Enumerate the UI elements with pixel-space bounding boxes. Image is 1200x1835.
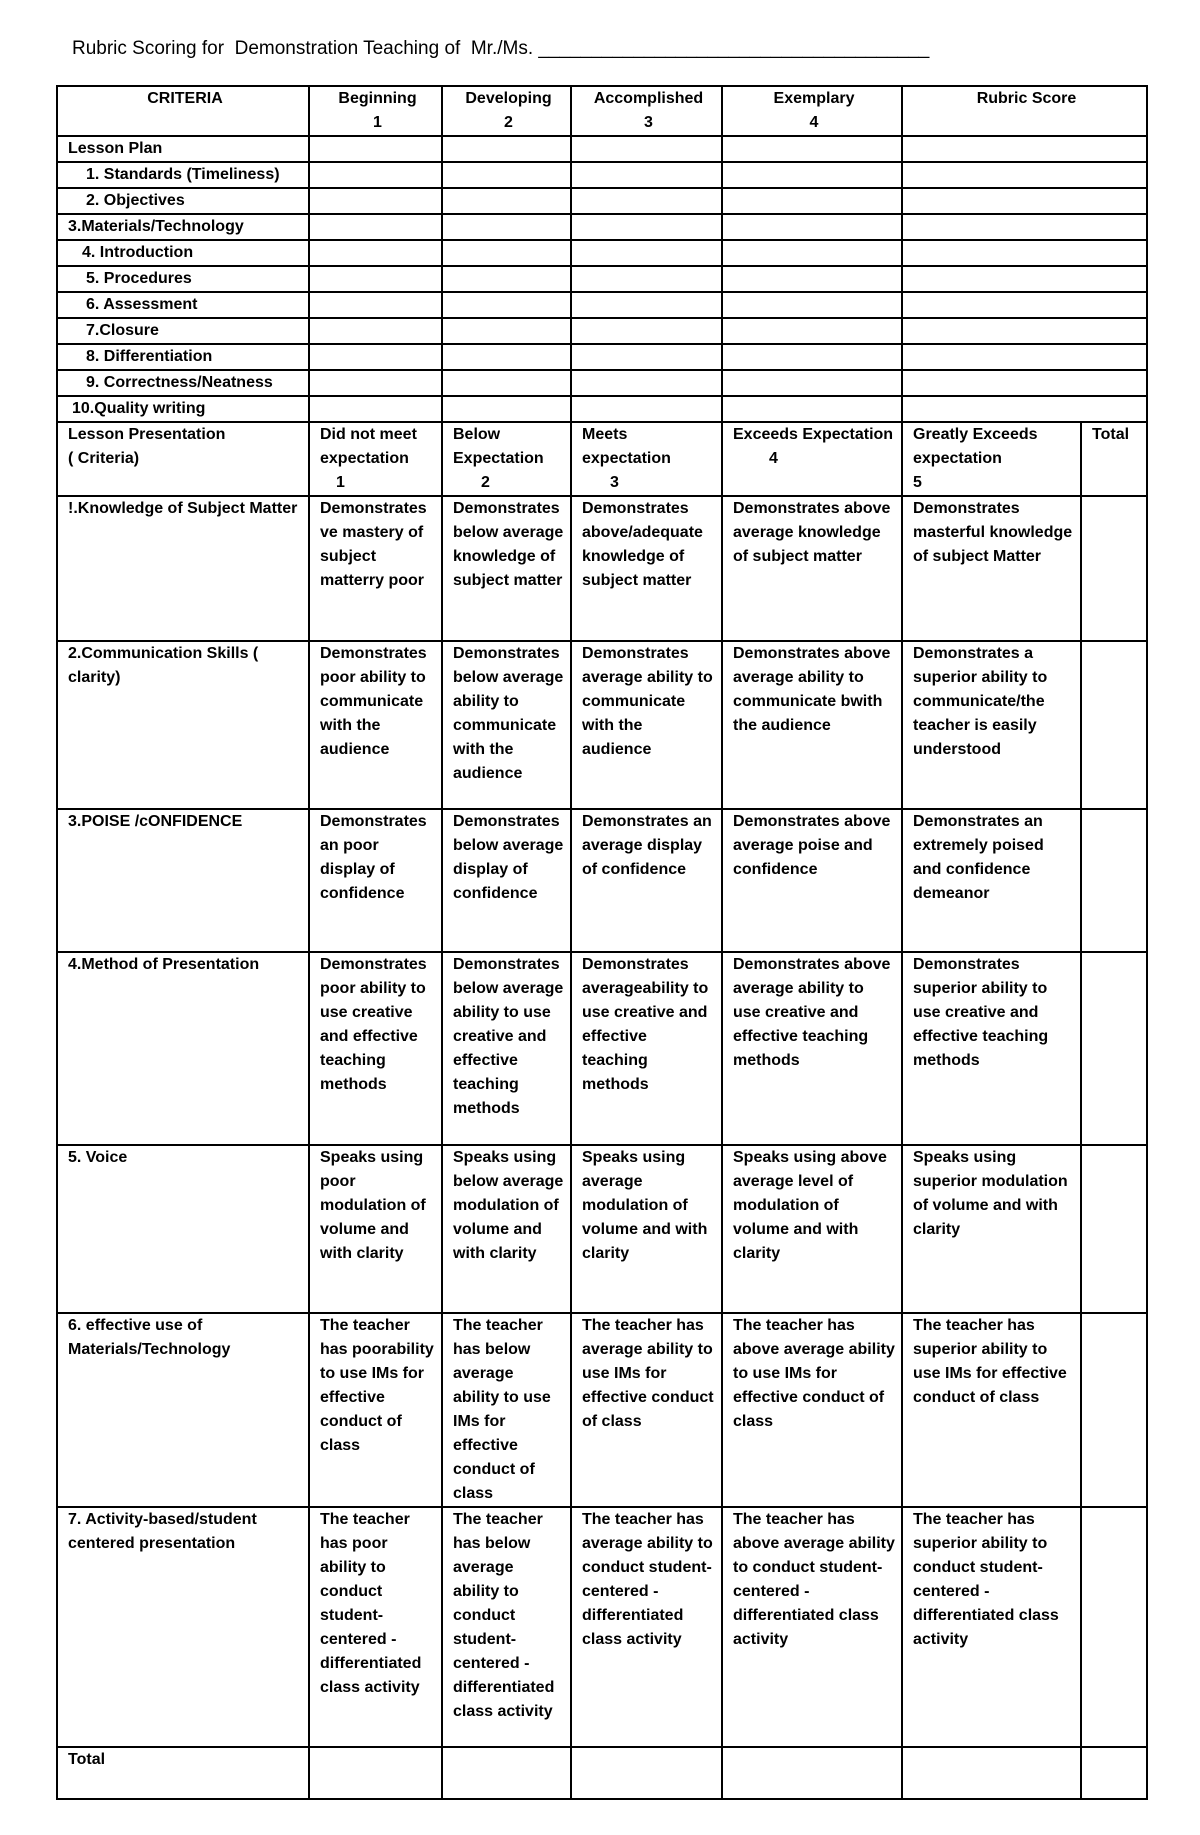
criterion-label: 4.Method of Presentation bbox=[57, 952, 309, 1145]
descriptor-cell: Demonstrates below average display of confidence bbox=[442, 809, 571, 952]
presentation-level-header-4 bbox=[722, 422, 902, 496]
score-cell[interactable] bbox=[722, 162, 902, 188]
lesson-plan-item: 10.Quality writing bbox=[57, 396, 309, 422]
level-label: Meets expectation bbox=[582, 426, 671, 467]
presentation-row bbox=[57, 809, 1147, 952]
score-cell[interactable] bbox=[571, 344, 722, 370]
score-cell[interactable] bbox=[902, 396, 1147, 422]
score-cell[interactable] bbox=[722, 214, 902, 240]
descriptor-cell: Speaks using superior modulation of volume and with clarity bbox=[902, 1145, 1081, 1313]
level-number: 3 bbox=[644, 114, 653, 131]
descriptor-cell: Demonstrates masterful knowledge of subject Matter bbox=[902, 496, 1081, 641]
score-cell[interactable] bbox=[571, 162, 722, 188]
level-header-1 bbox=[309, 86, 442, 136]
descriptor-cell: Demonstrates averageability to use creative and effective teaching methods bbox=[571, 952, 722, 1145]
score-cell[interactable] bbox=[309, 240, 442, 266]
lesson-plan-row bbox=[57, 162, 1147, 188]
descriptor-cell: The teacher has below average ability to conduct student-centered -differentiated class activity bbox=[442, 1507, 571, 1747]
level-number: 4 bbox=[769, 450, 778, 467]
score-cell[interactable] bbox=[309, 396, 442, 422]
score-cell[interactable] bbox=[571, 292, 722, 318]
lesson-plan-item: 8. Differentiation bbox=[57, 344, 309, 370]
presentation-row bbox=[57, 1507, 1147, 1747]
criterion-label: 7. Activity-based/student centered presentation bbox=[57, 1507, 309, 1747]
total-cell[interactable] bbox=[442, 1747, 571, 1799]
total-cell[interactable] bbox=[1081, 641, 1147, 809]
score-cell[interactable] bbox=[722, 136, 902, 162]
descriptor-cell: Demonstrates above average ability to communicate bwith the audience bbox=[722, 641, 902, 809]
total-cell[interactable] bbox=[1081, 1747, 1147, 1799]
score-cell[interactable] bbox=[902, 344, 1147, 370]
descriptor-cell: Demonstrates above average poise and confidence bbox=[722, 809, 902, 952]
descriptor-cell: Speaks using poor modulation of volume and with clarity bbox=[309, 1145, 442, 1313]
score-cell[interactable] bbox=[442, 370, 571, 396]
lesson-plan-heading: Lesson Plan bbox=[57, 136, 309, 162]
score-cell[interactable] bbox=[442, 292, 571, 318]
score-cell[interactable] bbox=[722, 188, 902, 214]
score-cell[interactable] bbox=[442, 318, 571, 344]
lesson-plan-row bbox=[57, 344, 1147, 370]
score-cell[interactable] bbox=[309, 344, 442, 370]
criteria-header: CRITERIA bbox=[57, 86, 309, 136]
level-number: 1 bbox=[336, 474, 345, 491]
score-cell[interactable] bbox=[722, 318, 902, 344]
lesson-plan-item: 7.Closure bbox=[57, 318, 309, 344]
score-cell[interactable] bbox=[902, 136, 1147, 162]
descriptor-cell: The teacher has above average ability to use IMs for effective conduct of class bbox=[722, 1313, 902, 1507]
lesson-plan-row bbox=[57, 370, 1147, 396]
presentation-row bbox=[57, 1145, 1147, 1313]
score-cell[interactable] bbox=[571, 136, 722, 162]
total-cell[interactable] bbox=[1081, 1145, 1147, 1313]
total-label: Total bbox=[57, 1747, 309, 1799]
level-label: Exemplary bbox=[773, 90, 855, 107]
total-cell[interactable] bbox=[1081, 1507, 1147, 1747]
criterion-label: 6. effective use of Materials/Technology bbox=[57, 1313, 309, 1507]
descriptor-cell: The teacher has above average ability to conduct student-centered -differentiated class activity bbox=[722, 1507, 902, 1747]
score-cell[interactable] bbox=[902, 162, 1147, 188]
score-cell[interactable] bbox=[442, 266, 571, 292]
level-label: Exceeds Expectation bbox=[733, 426, 894, 443]
criterion-label: !.Knowledge of Subject Matter bbox=[57, 496, 309, 641]
presentation-level-header-2 bbox=[442, 422, 571, 496]
score-cell[interactable] bbox=[309, 162, 442, 188]
level-header-4 bbox=[722, 86, 902, 136]
total-cell[interactable] bbox=[1081, 496, 1147, 641]
descriptor-cell: Demonstrates above average knowledge of subject matter bbox=[722, 496, 902, 641]
score-cell[interactable] bbox=[309, 370, 442, 396]
presentation-criteria-subtitle: ( Criteria) bbox=[68, 450, 140, 467]
score-cell[interactable] bbox=[442, 162, 571, 188]
presentation-criteria-title: Lesson Presentation bbox=[68, 426, 226, 443]
score-cell[interactable] bbox=[442, 344, 571, 370]
descriptor-cell: The teacher has below average ability to use IMs for effective conduct of class bbox=[442, 1313, 571, 1507]
level-number: 1 bbox=[373, 114, 382, 131]
score-cell[interactable] bbox=[571, 370, 722, 396]
score-cell[interactable] bbox=[442, 396, 571, 422]
header-row bbox=[57, 86, 1147, 136]
total-cell[interactable] bbox=[722, 1747, 902, 1799]
score-cell[interactable] bbox=[309, 214, 442, 240]
score-cell[interactable] bbox=[571, 188, 722, 214]
score-cell[interactable] bbox=[722, 344, 902, 370]
presentation-level-header-1 bbox=[309, 422, 442, 496]
score-cell[interactable] bbox=[902, 292, 1147, 318]
total-cell[interactable] bbox=[1081, 809, 1147, 952]
descriptor-cell: The teacher has superior ability to use IMs for effective conduct of class bbox=[902, 1313, 1081, 1507]
descriptor-cell: Demonstrates an poor display of confidence bbox=[309, 809, 442, 952]
criterion-label: 5. Voice bbox=[57, 1145, 309, 1313]
score-cell[interactable] bbox=[902, 214, 1147, 240]
lesson-plan-item: 9. Correctness/Neatness bbox=[57, 370, 309, 396]
presentation-row bbox=[57, 496, 1147, 641]
score-cell[interactable] bbox=[722, 240, 902, 266]
presentation-header-row bbox=[57, 422, 1147, 496]
score-cell[interactable] bbox=[442, 240, 571, 266]
level-label: Below Expectation bbox=[453, 426, 544, 467]
rubric-score-header: Rubric Score bbox=[902, 86, 1147, 136]
rubric-table bbox=[56, 85, 1148, 1800]
descriptor-cell: The teacher has poor ability to conduct student-centered -differentiated class activity bbox=[309, 1507, 442, 1747]
descriptor-cell: Demonstrates below average knowledge of subject matter bbox=[442, 496, 571, 641]
level-header-3 bbox=[571, 86, 722, 136]
criterion-label: 3.POISE /cONFIDENCE bbox=[57, 809, 309, 952]
score-cell[interactable] bbox=[309, 318, 442, 344]
lesson-plan-row bbox=[57, 318, 1147, 344]
level-label: Beginning bbox=[338, 90, 417, 107]
level-label: Developing bbox=[465, 90, 552, 107]
descriptor-cell: Demonstrates superior ability to use creative and effective teaching methods bbox=[902, 952, 1081, 1145]
level-label: Greatly Exceeds expectation bbox=[913, 426, 1038, 467]
descriptor-cell: Demonstrates average ability to communicate with the audience bbox=[571, 641, 722, 809]
presentation-level-header-3 bbox=[571, 422, 722, 496]
page-title: Rubric Scoring for Demonstration Teaching of Mr./Ms. _____________________________________ bbox=[72, 38, 930, 59]
level-label: Accomplished bbox=[593, 90, 704, 107]
level-header-2 bbox=[442, 86, 571, 136]
descriptor-cell: Demonstrates a superior ability to communicate/the teacher is easily understood bbox=[902, 641, 1081, 809]
total-row bbox=[57, 1747, 1147, 1799]
lesson-plan-heading-row bbox=[57, 136, 1147, 162]
total-cell[interactable] bbox=[309, 1747, 442, 1799]
descriptor-cell: Demonstrates an extremely poised and confidence demeanor bbox=[902, 809, 1081, 952]
lesson-plan-item: 6. Assessment bbox=[57, 292, 309, 318]
lesson-plan-row bbox=[57, 266, 1147, 292]
lesson-plan-row bbox=[57, 292, 1147, 318]
descriptor-cell: Demonstrates poor ability to communicate with the audience bbox=[309, 641, 442, 809]
total-cell[interactable] bbox=[902, 1747, 1081, 1799]
presentation-level-header-5 bbox=[902, 422, 1081, 496]
score-cell[interactable] bbox=[722, 292, 902, 318]
score-cell[interactable] bbox=[722, 396, 902, 422]
score-cell[interactable] bbox=[571, 396, 722, 422]
score-cell[interactable] bbox=[309, 188, 442, 214]
score-cell[interactable] bbox=[571, 266, 722, 292]
total-header: Total bbox=[1081, 422, 1147, 496]
level-number: 2 bbox=[481, 474, 490, 491]
level-number: 2 bbox=[504, 114, 513, 131]
level-number: 4 bbox=[809, 114, 819, 131]
score-cell[interactable] bbox=[309, 266, 442, 292]
total-cell[interactable] bbox=[1081, 952, 1147, 1145]
score-cell[interactable] bbox=[571, 240, 722, 266]
descriptor-cell: Demonstrates above average ability to use creative and effective teaching methods bbox=[722, 952, 902, 1145]
presentation-row bbox=[57, 641, 1147, 809]
lesson-plan-row bbox=[57, 240, 1147, 266]
score-cell[interactable] bbox=[902, 266, 1147, 292]
lesson-plan-row bbox=[57, 214, 1147, 240]
criterion-label: 2.Communication Skills ( clarity) bbox=[57, 641, 309, 809]
lesson-plan-item: 2. Objectives bbox=[57, 188, 309, 214]
descriptor-cell: The teacher has superior ability to conduct student-centered -differentiated class activity bbox=[902, 1507, 1081, 1747]
descriptor-cell: Demonstratesve mastery of subject matterry poor bbox=[309, 496, 442, 641]
descriptor-cell: The teacher has average ability to conduct student-centered -differentiated class activity bbox=[571, 1507, 722, 1747]
presentation-row bbox=[57, 1313, 1147, 1507]
descriptor-cell: The teacher has average ability to use IMs for effective conduct of class bbox=[571, 1313, 722, 1507]
descriptor-cell: Demonstrates poor ability to use creative and effective teaching methods bbox=[309, 952, 442, 1145]
total-cell[interactable] bbox=[1081, 1313, 1147, 1507]
lesson-plan-item: 5. Procedures bbox=[57, 266, 309, 292]
presentation-criteria-header bbox=[57, 422, 309, 496]
lesson-plan-item: 3.Materials/Technology bbox=[57, 214, 309, 240]
score-cell[interactable] bbox=[902, 188, 1147, 214]
score-cell[interactable] bbox=[309, 292, 442, 318]
score-cell[interactable] bbox=[309, 136, 442, 162]
descriptor-cell: Speaks using below average modulation of volume and with clarity bbox=[442, 1145, 571, 1313]
lesson-plan-row bbox=[57, 188, 1147, 214]
lesson-plan-item: 1. Standards (Timeliness) bbox=[57, 162, 309, 188]
descriptor-cell: Demonstrates an average display of confidence bbox=[571, 809, 722, 952]
descriptor-cell: Speaks using above average level of modulation of volume and with clarity bbox=[722, 1145, 902, 1313]
score-cell[interactable] bbox=[442, 188, 571, 214]
score-cell[interactable] bbox=[902, 370, 1147, 396]
score-cell[interactable] bbox=[722, 370, 902, 396]
level-number: 3 bbox=[610, 474, 619, 491]
descriptor-cell: Demonstrates above/adequate knowledge of subject matter bbox=[571, 496, 722, 641]
score-cell[interactable] bbox=[722, 266, 902, 292]
total-cell[interactable] bbox=[571, 1747, 722, 1799]
descriptor-cell: Demonstrates below average ability to use creative and effective teaching methods bbox=[442, 952, 571, 1145]
score-cell[interactable] bbox=[902, 240, 1147, 266]
descriptor-cell: The teacher has poorability to use IMs for effective conduct of class bbox=[309, 1313, 442, 1507]
score-cell[interactable] bbox=[571, 318, 722, 344]
level-number: 5 bbox=[913, 474, 922, 491]
descriptor-cell: Demonstrates below average ability to communicate with the audience bbox=[442, 641, 571, 809]
level-label: Did not meet expectation bbox=[320, 426, 417, 467]
descriptor-cell: Speaks using average modulation of volume and with clarity bbox=[571, 1145, 722, 1313]
presentation-row bbox=[57, 952, 1147, 1145]
lesson-plan-row bbox=[57, 396, 1147, 422]
lesson-plan-item: 4. Introduction bbox=[57, 240, 309, 266]
score-cell[interactable] bbox=[902, 318, 1147, 344]
score-cell[interactable] bbox=[442, 136, 571, 162]
score-cell[interactable] bbox=[571, 214, 722, 240]
score-cell[interactable] bbox=[442, 214, 571, 240]
